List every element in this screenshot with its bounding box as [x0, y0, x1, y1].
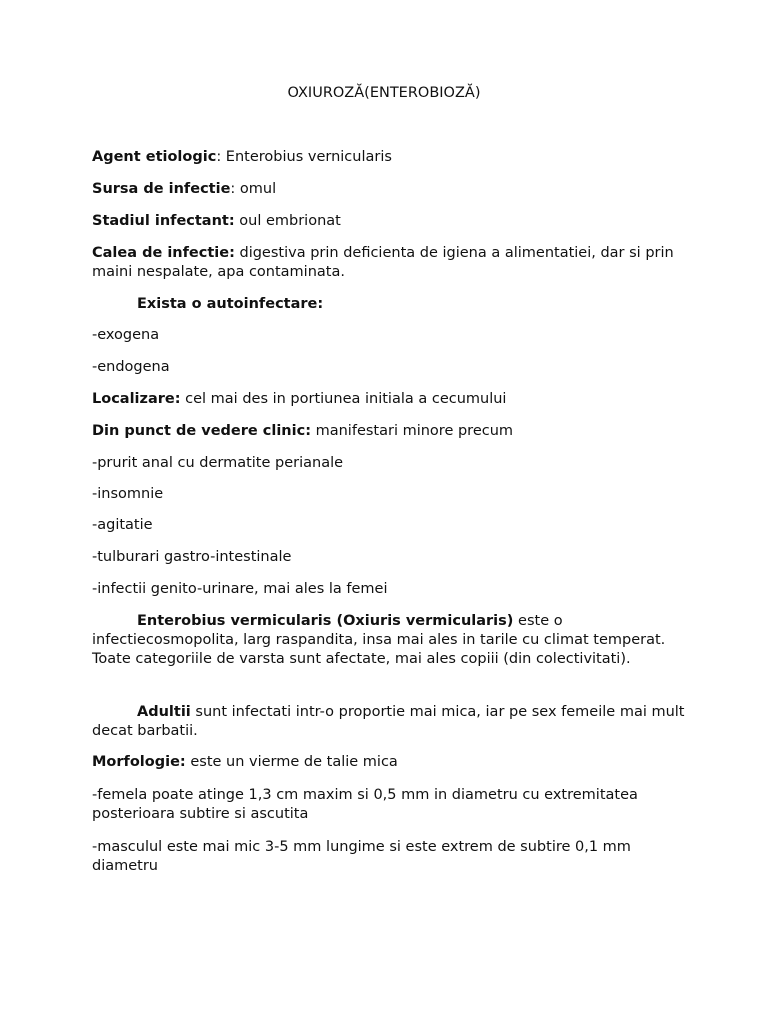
paragraph-agent-etiologic — [92, 148, 692, 167]
paragraph-clinic — [92, 422, 692, 441]
paragraph-label: Calea de infectie: — [92, 245, 235, 261]
list-item-agitatie — [92, 516, 692, 535]
paragraph-stadiul-infectant — [92, 212, 692, 231]
paragraph-label: Localizare: — [92, 391, 181, 407]
paragraph-label: Sursa de infectie — [92, 181, 231, 197]
paragraph-text: -endogena — [92, 359, 170, 375]
list-item-exogena — [92, 326, 692, 345]
paragraph-label: Morfologie: — [92, 754, 186, 770]
paragraph-label: Adultii — [137, 704, 191, 720]
paragraph-text: manifestari minore precum — [311, 423, 514, 439]
list-item-prurit — [92, 454, 692, 473]
paragraph-text: este o infectiecosmopolita, larg raspandita, insa mai ales in tarile cu climat temperat. Toate categoriile de varsta sunt afectate, mai ales copiii (din colectivitati). — [92, 613, 666, 667]
paragraph-text: -femela poate atinge 1,3 cm maxim si 0,5 mm in diametru cu extremitatea posterioara subtire si ascutita — [92, 787, 638, 822]
paragraph-text: digestiva prin deficienta de igiena a alimentatiei, dar si prin maini nespalate, apa contaminata. — [92, 245, 674, 280]
paragraph-sursa-infectie — [92, 180, 692, 199]
paragraph-adultii — [92, 703, 692, 741]
paragraph-label: Din punct de vedere clinic: — [92, 423, 311, 439]
paragraph-label: Agent etiologic — [92, 149, 217, 165]
paragraph-text: : omul — [230, 181, 277, 197]
paragraph-text: -infectii genito-urinare, mai ales la femei — [92, 581, 388, 597]
paragraph-label: Stadiul infectant: — [92, 213, 235, 229]
paragraph-text: -prurit anal cu dermatite perianale — [92, 455, 344, 471]
paragraph-text: -tulburari gastro-intestinale — [92, 549, 292, 565]
paragraph-label: Enterobius vermicularis (Oxiuris vermicularis) — [137, 613, 514, 629]
list-item-tulburari — [92, 548, 692, 567]
paragraph-text: -exogena — [92, 327, 160, 343]
paragraph-text: -insomnie — [92, 486, 164, 502]
paragraph-text: -masculul este mai mic 3-5 mm lungime si este extrem de subtire 0,1 mm diametru — [92, 839, 631, 874]
paragraph-text: -agitatie — [92, 517, 153, 533]
paragraph-text: : Enterobius vernicularis — [216, 149, 392, 165]
paragraph-text: este un vierme de talie mica — [185, 754, 398, 770]
paragraph-enterobius — [92, 612, 692, 669]
paragraph-text: oul embrionat — [234, 213, 341, 229]
paragraph-label: Exista o autoinfectare: — [137, 296, 324, 312]
list-item-insomnie — [92, 485, 692, 504]
list-item-infectii — [92, 580, 692, 599]
list-item-femela — [92, 786, 692, 824]
paragraph-localizare — [92, 390, 692, 409]
paragraph-text: sunt infectati intr-o proportie mai mica, iar pe sex femeile mai mult decat barbatii. — [92, 704, 685, 739]
list-item-endogena — [92, 358, 692, 377]
paragraph-autoinfectare — [92, 295, 692, 314]
paragraph-calea-infectie — [92, 244, 692, 282]
list-item-masculul — [92, 838, 692, 876]
document-title: OXIUROZĂ(ENTEROBIOZĂ) — [287, 85, 481, 101]
paragraph-morfologie — [92, 753, 692, 772]
paragraph-text: cel mai des in portiunea initiala a cecumului — [180, 391, 507, 407]
